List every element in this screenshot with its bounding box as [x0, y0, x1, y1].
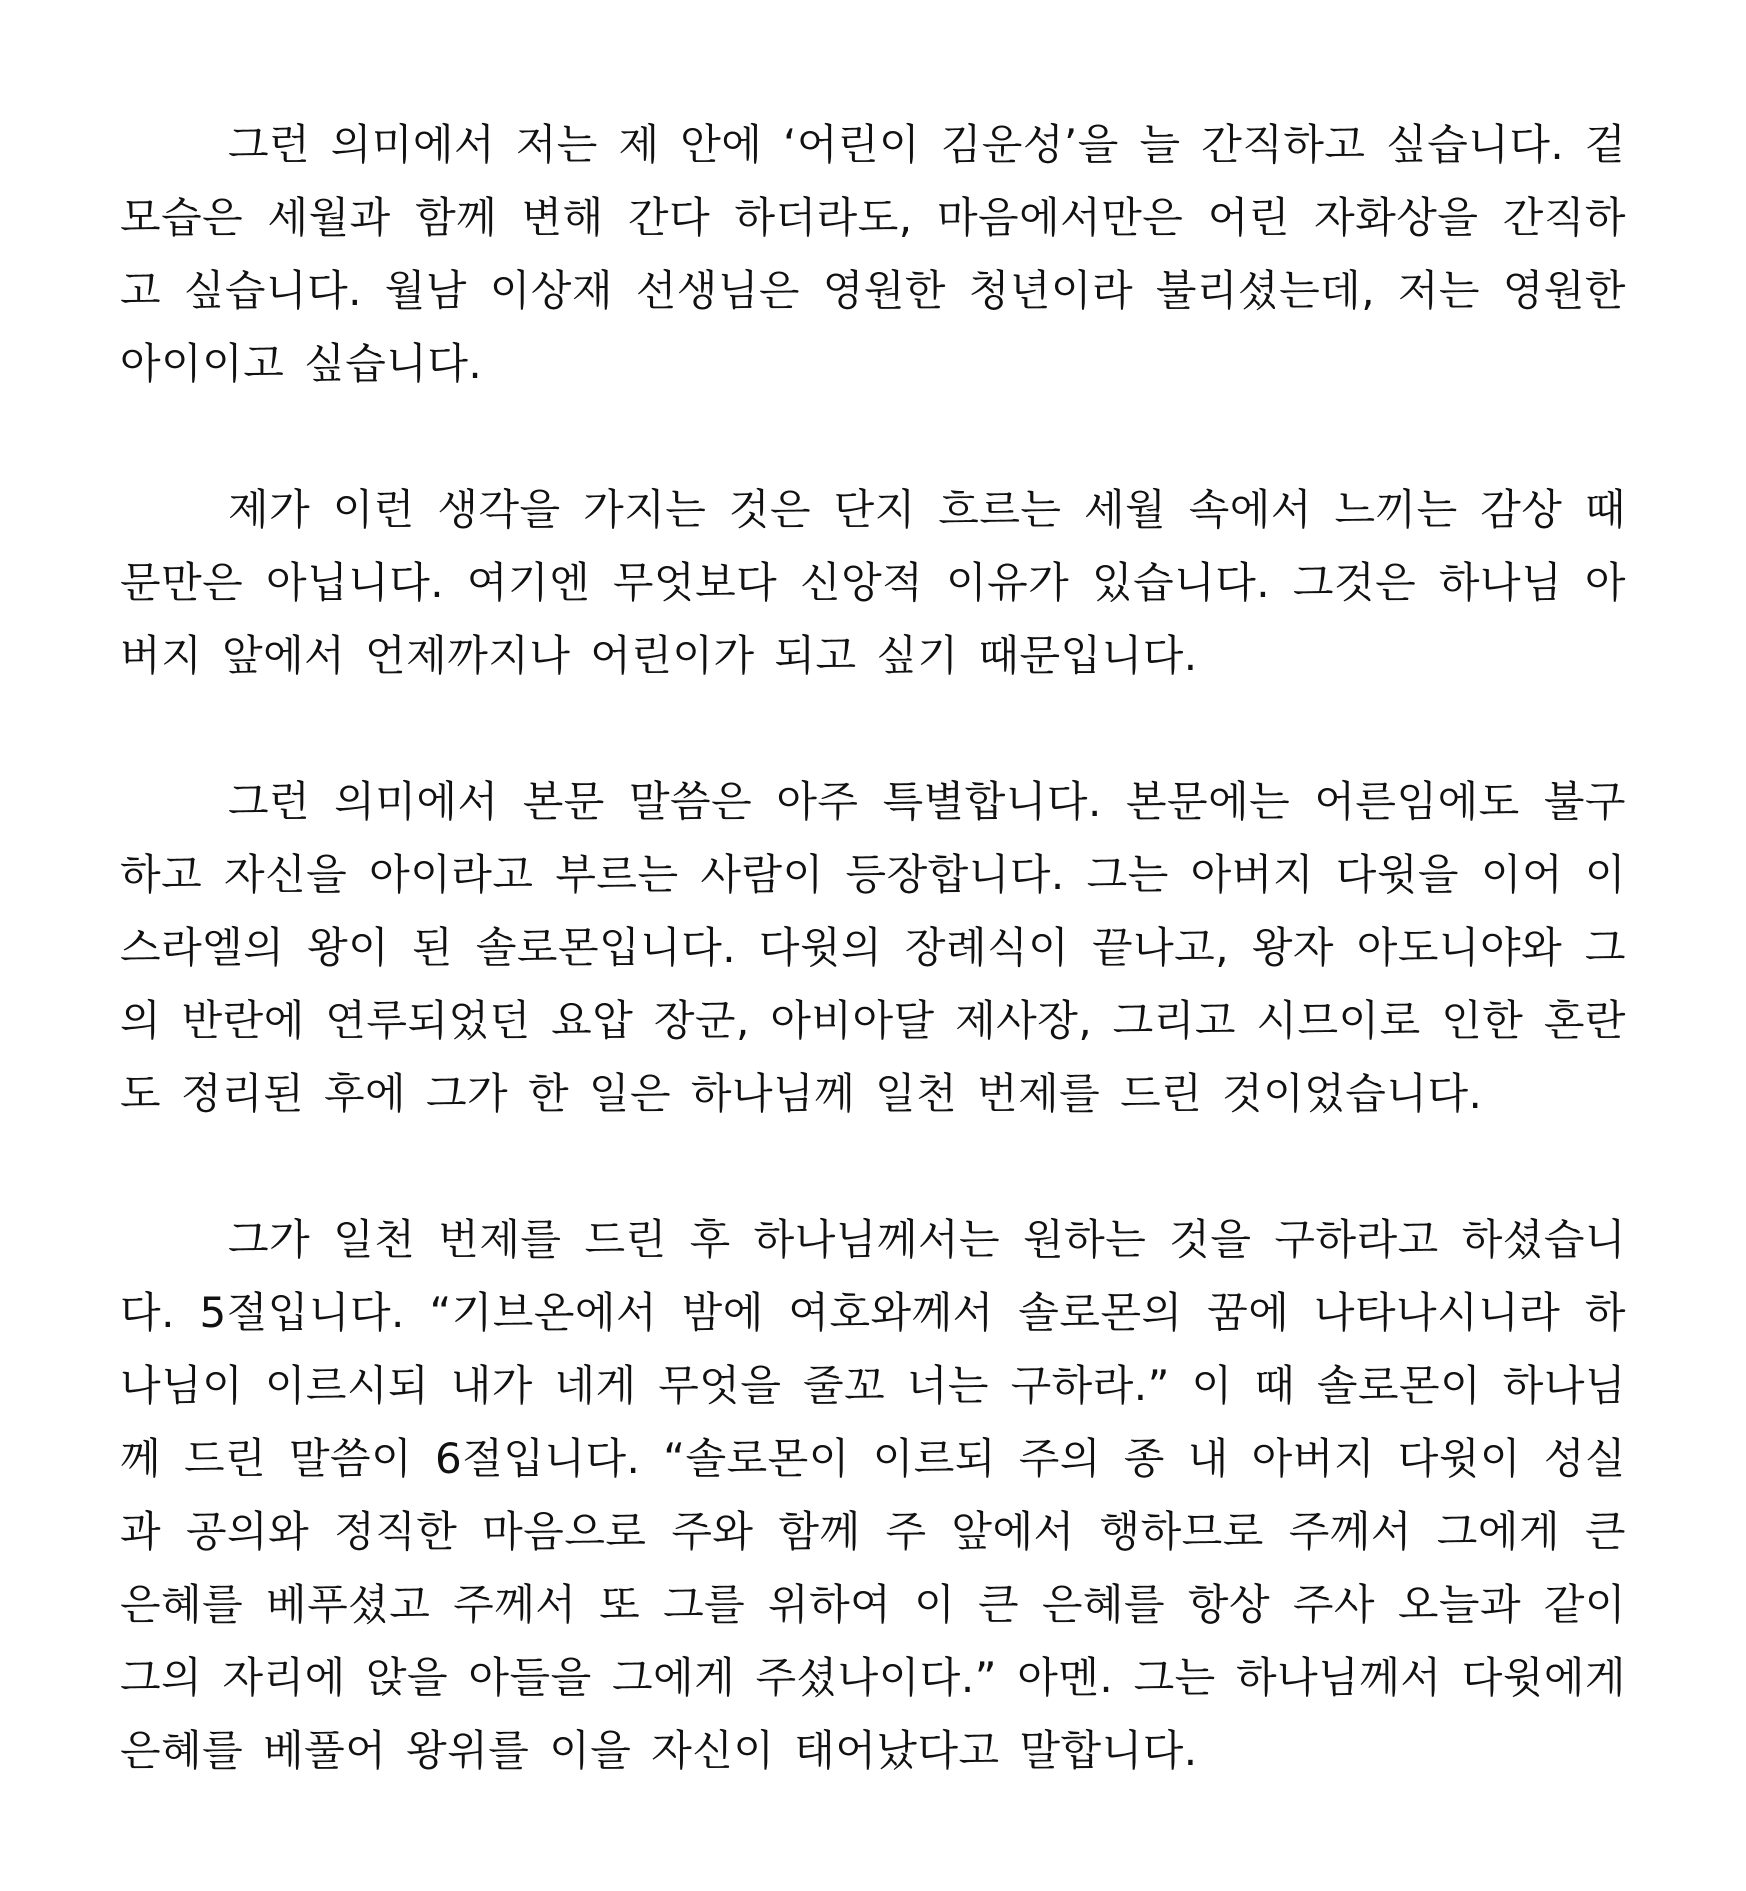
document-page — [120, 108, 1626, 1787]
paragraph-1: 그런 의미에서 저는 제 안에 ‘어린이 김운성’을 늘 간직하고 싶습니다. 겉모습은 세월과 함께 변해 간다 하더라도, 마음에서만은 어린 자화상을 간직하고 싶습니다. 월남 이상재 선생님은 영원한 청년이라 불리셨는데, 저는 영원한 아이이고 싶습니다. — [120, 120, 1626, 388]
paragraph-3: 그런 의미에서 본문 말씀은 아주 특별합니다. 본문에는 어른임에도 불구하고 자신을 아이라고 부르는 사람이 등장합니다. 그는 아버지 다윗을 이어 이스라엘의 왕이 된 솔로몬입니다. 다윗의 장례식이 끝나고, 왕자 아도니야와 그의 반란에 연루되었던 요압 장군, 아비아달 제사장, 그리고 시므이로 인한 혼란도 정리된 후에 그가 한 일은 하나님께 일천 번제를 드린 것이었습니다. — [120, 777, 1626, 1118]
paragraph-2: 제가 이런 생각을 가지는 것은 단지 흐르는 세월 속에서 느끼는 감상 때문만은 아닙니다. 여기엔 무엇보다 신앙적 이유가 있습니다. 그것은 하나님 아버지 앞에서 언제까지나 어린이가 되고 싶기 때문입니다. — [120, 485, 1626, 680]
paragraph-4: 그가 일천 번제를 드린 후 하나님께서는 원하는 것을 구하라고 하셨습니다. 5절입니다. “기브온에서 밤에 여호와께서 솔로몬의 꿈에 나타나시니라 하나님이 이르시되 내가 네게 무엇을 줄꼬 너는 구하라.” 이 때 솔로몬이 하나님께 드린 말씀이 6절입니다. “솔로몬이 이르되 주의 종 내 아버지 다윗이 성실과 공의와 정직한 마음으로 주와 함께 주 앞에서 행하므로 주께서 그에게 큰 은혜를 베푸셨고 주께서 또 그를 위하여 이 큰 은혜를 항상 주사 오늘과 같이 그의 자리에 앉을 아들을 그에게 주셨나이다.” 아멘. 그는 하나님께서 다윗에게 은혜를 베풀어 왕위를 이을 자신이 태어났다고 말합니다. — [120, 1215, 1626, 1775]
